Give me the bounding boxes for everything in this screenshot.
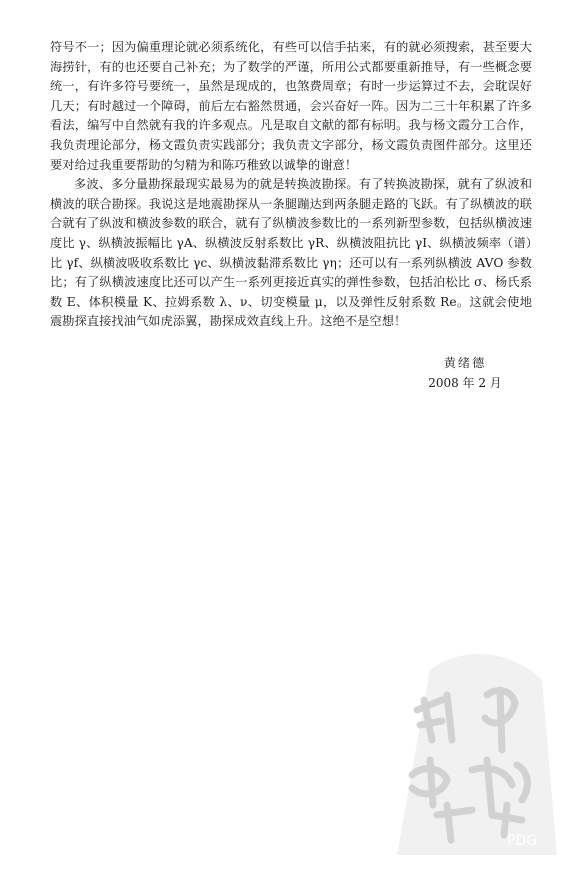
paragraph-2: 多波、多分量勘探最现实最易为的就是转换波勘探。有了转换波勘探，就有了纵波和横波的联合勘探。我说这是地震勘探从一条腿蹦达到两条腿走路的飞跃。有了纵横波的联合就有了纵波和横波参数的联合，就有了纵横波参数比的一系列新型参数，包括纵横波速度比 γ、纵横波振幅比 γA、纵横波反射系数比 γR、纵横波阻抗比 γI、纵横波频率（谱）比 γf、纵横波吸收系数比 γc、纵横波黏滞系数比 γη；还可以有一系列纵横波 AVO 参数比；有了纵横波速度比还可以产生一系列更接近真实的弹性参数，包括泊松比 σ、杨氏系数 E、体积模量 K、拉姆系数 λ、ν、切变模量 μ，以及弹性反射系数 Re。这就会使地震勘探直接找油气如虎添翼，勘探成效直线上升。这绝不是空想！ bbox=[50, 177, 532, 329]
paragraph-1: 符号不一；因为偏重理论就必须系统化，有些可以信手拈来，有的就必须搜索，甚至要大海捞针，有的也还要自己补充；为了数学的严谨，所用公式都要重新推导，有一些概念要统一，有许多符号要统一，虽然是现成的，也煞费周章；有时一步运算过不去，会耽误好几天；有时越过一个障碍，前后左右豁然贯通，会兴奋好一阵。因为二三十年积累了许多看法，编写中自然就有我的许多观点。凡是取自文献的都有标明。我与杨文霞分工合作，我负责理论部分，杨文霞负责实践部分；我负责文字部分，杨文霞负责图件部分。这里还要对给过我重要帮助的匀精为和陈巧稚致以诚挚的谢意！ bbox=[50, 40, 532, 172]
document-body bbox=[50, 38, 532, 332]
seal-watermark-icon bbox=[392, 640, 562, 865]
signature-date: 2008 年 2 月 bbox=[428, 376, 502, 390]
signature-block bbox=[420, 353, 510, 393]
author-name: 黄绪德 bbox=[443, 356, 487, 370]
watermark-label: PDG bbox=[507, 833, 538, 849]
